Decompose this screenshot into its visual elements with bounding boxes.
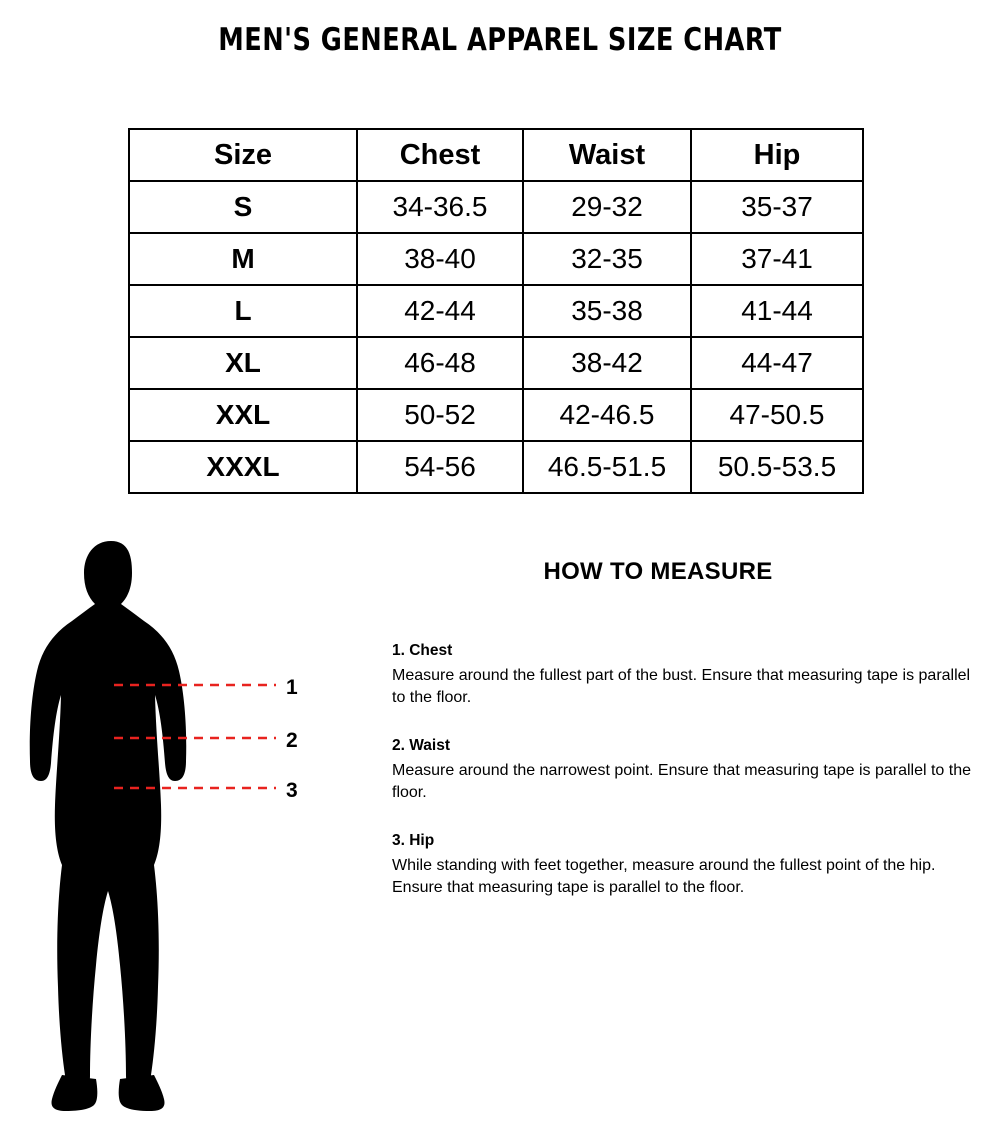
cell-size: XL bbox=[129, 337, 357, 389]
column-header-waist: Waist bbox=[523, 129, 691, 181]
cell-size: XXXL bbox=[129, 441, 357, 493]
cell-chest: 54-56 bbox=[357, 441, 523, 493]
cell-size: S bbox=[129, 181, 357, 233]
measure-item-text: Measure around the narrowest point. Ensure that measuring tape is parallel to the floor. bbox=[392, 762, 971, 802]
cell-waist: 42-46.5 bbox=[523, 389, 691, 441]
table-row bbox=[129, 233, 863, 285]
cell-chest: 50-52 bbox=[357, 389, 523, 441]
measure-item-chest bbox=[392, 642, 992, 709]
column-header-hip: Hip bbox=[691, 129, 863, 181]
measure-item-heading: 2. Waist bbox=[392, 737, 450, 755]
cell-chest: 46-48 bbox=[357, 337, 523, 389]
body-figure bbox=[18, 535, 358, 1115]
cell-waist: 38-42 bbox=[523, 337, 691, 389]
measure-item-heading: 3. Hip bbox=[392, 832, 435, 850]
cell-size: L bbox=[129, 285, 357, 337]
page-title: MEN'S GENERAL APPAREL SIZE CHART bbox=[218, 22, 782, 58]
cell-hip: 35-37 bbox=[691, 181, 863, 233]
table-row bbox=[129, 441, 863, 493]
table-row bbox=[129, 337, 863, 389]
table-row bbox=[129, 389, 863, 441]
cell-chest: 38-40 bbox=[357, 233, 523, 285]
cell-chest: 34-36.5 bbox=[357, 181, 523, 233]
how-to-measure-title: HOW TO MEASURE bbox=[543, 558, 773, 585]
size-table bbox=[128, 128, 864, 494]
cell-size: XXL bbox=[129, 389, 357, 441]
table-row bbox=[129, 285, 863, 337]
cell-hip: 50.5-53.5 bbox=[691, 441, 863, 493]
cell-size: M bbox=[129, 233, 357, 285]
cell-hip: 44-47 bbox=[691, 337, 863, 389]
column-header-chest: Chest bbox=[357, 129, 523, 181]
body-silhouette bbox=[30, 541, 186, 1111]
cell-waist: 46.5-51.5 bbox=[523, 441, 691, 493]
marker-label-3: 3 bbox=[286, 779, 298, 802]
measure-item-heading: 1. Chest bbox=[392, 642, 453, 659]
cell-waist: 29-32 bbox=[523, 181, 691, 233]
marker-label-2: 2 bbox=[286, 729, 298, 752]
measure-item-text: While standing with feet together, measure around the fullest point of the hip. Ensure that measuring tape is parallel to the floor. bbox=[392, 857, 936, 897]
measure-item-hip bbox=[392, 832, 992, 899]
measure-item-waist bbox=[392, 737, 992, 804]
table-header-row bbox=[129, 129, 863, 181]
cell-waist: 35-38 bbox=[523, 285, 691, 337]
cell-hip: 37-41 bbox=[691, 233, 863, 285]
table-row bbox=[129, 181, 863, 233]
marker-label-1: 1 bbox=[286, 676, 298, 699]
cell-hip: 47-50.5 bbox=[691, 389, 863, 441]
measure-item-text: Measure around the fullest part of the bust. Ensure that measuring tape is parallel to the floor. bbox=[392, 667, 971, 707]
cell-hip: 41-44 bbox=[691, 285, 863, 337]
cell-waist: 32-35 bbox=[523, 233, 691, 285]
column-header-size: Size bbox=[129, 129, 357, 181]
cell-chest: 42-44 bbox=[357, 285, 523, 337]
how-to-measure-section bbox=[392, 558, 992, 927]
